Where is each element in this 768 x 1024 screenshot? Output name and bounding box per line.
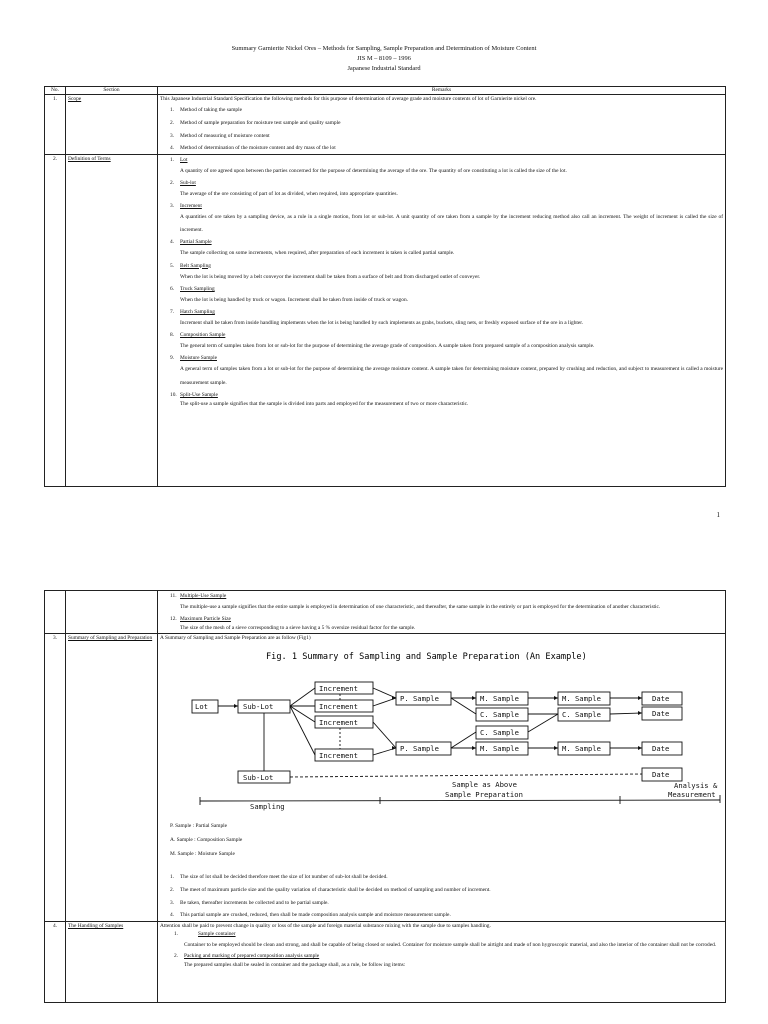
table-header-row (45, 87, 726, 95)
list-item: 4. Method of determination of the moisture content and dry mass of the lot (170, 144, 336, 151)
increment-label: Increment (319, 717, 358, 727)
table-row (45, 591, 726, 634)
increment-label: Increment (319, 750, 358, 760)
term-name: Split-Use Sample (180, 391, 218, 398)
term-definition: The general term of samples taken from lot or sub-lot for the purpose of determining the average grade of composition. A sample taken from prepared sample of a composition analysis sample. (180, 343, 595, 350)
term-heading: 7. Hatch Sampling (170, 309, 215, 316)
term-definition: The average of the ore consisting of part of lot as divided, when required, into appropriate quantities. (180, 190, 398, 197)
term-name: Multiple-Use Sample (180, 593, 227, 599)
table-row (45, 154, 726, 486)
remarks-table-continued (44, 590, 726, 1003)
row-section: Definition of Terms (66, 154, 158, 486)
list-item-text: The prepared samples shall be sealed in container and the package shall, as a rule, be follow ing items: (184, 961, 406, 968)
handling-intro: Attention shall be paid to prevent change in quality or loss of the sample and foreign material substance mixing with the sample due to samples handling. (160, 922, 491, 929)
figure-legend (160, 819, 723, 861)
msample-label: M. Sample (562, 693, 601, 703)
header-section: Section (66, 87, 158, 95)
term-definition: When the lot is being moved by a belt conveyor the increment shall be taken from a surface of belt and from discharged outlet of conveyer. (180, 273, 481, 280)
term-name: Truck Sampling (180, 285, 215, 292)
standard-name: Japanese Industrial Standard (347, 65, 421, 72)
header-remarks: Remarks (158, 87, 726, 95)
term-name: Partial Sample (180, 239, 212, 246)
date-label: Date (652, 769, 670, 779)
figure-title: Fig. 1 Summary of Sampling and Sample Preparation (An Example) (266, 651, 587, 662)
lot-label: Lot (195, 701, 208, 711)
csample-label: C. Sample (480, 709, 519, 719)
list-item: 3. Be taken, thereafter increments be collected and to be partial sample. (170, 899, 329, 906)
term-definition: A general term of samples taken from a lot or sub-lot for the purpose of determining the average moisture content. A sample taken for determining moisture content, prepared by crushing and reduction, and subject to measurement is called a moisture measurement sample. (180, 366, 723, 386)
term-definition: The multiple-use a sample signifies that the entire sample is employed in determination of one characteristic, and thereafter, the same sample in the entirely or part is employed for the determination of another characteristic. (180, 604, 661, 610)
page-2 (0, 588, 768, 1024)
list-item-text: Container to be employed should be clean and strong, and shall be capable of being closed or sealed. Container for moisture sample shall be airtight and made of non hygroscopic material, and also the interior of the container shall not be corroded. (184, 941, 717, 948)
msample-label: M. Sample (480, 743, 519, 753)
row-remarks (158, 95, 726, 155)
scope-intro: This Japanese Industrial Standard Specification the following methods for this purpose of determination of average grade and moisture contents of lot of Garnierite nickel ore. (160, 96, 537, 102)
list-item: 1. Method of taking the sample (170, 106, 242, 113)
page-number: 1 (716, 511, 720, 519)
list-item: 2. The meet of maximum particle size and the quality variation of characteristic shall be decided on method of sampling and number of increment. (170, 886, 491, 893)
term-name: Moisture Sample (180, 355, 217, 362)
row-section: The Handling of Samples (66, 921, 158, 1002)
term-definition: The sample collecting on some increments, when required, after preparation of each increment is taken is called partial sample. (180, 250, 455, 257)
table-row (45, 921, 726, 1002)
summary-intro: A Summary of Sampling and Sample Preparation are as follow (Fig1) (160, 635, 311, 642)
row-section: Scope (66, 95, 158, 155)
header-no: No. (45, 87, 66, 95)
table-row (45, 634, 726, 922)
table-row (45, 95, 726, 155)
term-name: Maximum Particle Size (180, 616, 231, 623)
term-name: Composition Sample (180, 332, 226, 339)
term-heading: 12. Maximum Particle Size (170, 616, 231, 623)
row-remarks (158, 591, 726, 634)
date-label: Date (652, 693, 670, 703)
sublot-label: Sub-Lot (243, 772, 274, 782)
sample-preparation-label: Sample Preparation (445, 789, 523, 799)
summary-figure (190, 643, 730, 815)
row-number: 4. (45, 921, 66, 1002)
term-heading: 10. Split-Use Sample (170, 391, 218, 398)
term-heading: 8. Composition Sample (170, 332, 226, 339)
csample-label: C. Sample (480, 727, 519, 737)
term-heading: 3. Increment (170, 203, 202, 209)
term-definition: Increment shall be taken from inside handling implements when the lot is being handled by such implements as grabs, buckets, sling nets, or freshly exposed surface of the ore in a lighter. (180, 320, 584, 327)
term-name: Belt Sampling (180, 262, 211, 269)
list-item: 2. Method of sample preparation for moisture test sample and quality sample (170, 119, 341, 126)
term-definition: A quantity of ore agreed upon between the parties concerned for the purpose of determining the average of the ore. The quantity of ore constituting a lot is called the size of the lot. (180, 167, 567, 174)
term-name: Lot (180, 156, 188, 163)
list-item: 2. Packing and marking of prepared composition analysis sample (174, 952, 320, 959)
term-definition: A quantities of ore taken by a sampling device, as a rule in a single motion, from lot or sub-lot. A unit quantity of ore taken from a sample by the increment reducing method also call an increment. The weight of increment is called the size of increment. (180, 214, 723, 234)
term-heading: 9. Moisture Sample (170, 355, 217, 362)
date-label: Date (652, 708, 670, 718)
row-number: 1. (45, 95, 66, 155)
term-name: Increment (180, 203, 202, 209)
term-heading: 4. Partial Sample (170, 239, 212, 246)
list-item: 1. The size of lot shall be decided therefore meet the size of lot number of sub-lot shall be decided. (170, 873, 388, 880)
document-header (0, 44, 768, 74)
sample-as-above-label: Sample as Above (452, 779, 517, 789)
msample-label: M. Sample (480, 693, 519, 703)
sublot-label: Sub-Lot (243, 701, 274, 711)
legend-item: M. Sample : Moisture Sample (170, 850, 235, 857)
list-item: 1. Sample container (174, 931, 236, 938)
document-title: Summary Garnierite Nickel Ores – Methods for Sampling, Sample Preparation and Determination of Moisture Content (231, 45, 537, 52)
msample-label: M. Sample (562, 743, 601, 753)
list-item: 4. This partial sample are crushed, reduced, then shall be made composition analysis sample and moisture measurement sample. (170, 911, 451, 918)
term-heading: 1. Lot (170, 156, 188, 163)
row-remarks (158, 634, 726, 922)
row-remarks (158, 154, 726, 486)
term-heading: 6. Truck Sampling (170, 285, 215, 292)
legend-item: P. Sample : Partial Sample (170, 822, 228, 829)
increment-label: Increment (319, 701, 358, 711)
term-heading: 5. Belt Sampling (170, 262, 211, 269)
psample-label: P. Sample (400, 693, 439, 703)
csample-label: C. Sample (562, 709, 601, 719)
psample-label: P. Sample (400, 743, 439, 753)
page-gap (0, 540, 768, 588)
row-number: 2. (45, 154, 66, 486)
remarks-table (44, 86, 726, 487)
term-heading: 2. Sub-lot (170, 179, 196, 186)
list-item: 3. Method of measuring of moisture content (170, 132, 270, 139)
term-heading: 11. Multiple-Use Sample (170, 593, 227, 599)
standard-number: JIS M – 8109 – 1996 (357, 55, 411, 62)
term-name: Sub-lot (180, 179, 196, 186)
analysis-label: Analysis & (674, 780, 718, 790)
term-definition: The size of the mesh of a sieve corresponding to a sieve having a 5 % oversize residual factor for the sample. (180, 625, 416, 632)
term-definition: When the lot is being handled by truck or wagon. Increment shall be taken from inside of truck or wagon. (180, 296, 408, 303)
row-remarks (158, 921, 726, 1002)
measurement-label: Measurement (668, 789, 716, 799)
row-section: Summary of Sampling and Preparation (66, 634, 158, 922)
increment-label: Increment (319, 683, 358, 693)
legend-item: A. Sample : Composition Sample (170, 836, 243, 843)
term-name: Hatch Sampling (180, 309, 215, 316)
sampling-label: Sampling (250, 801, 285, 811)
date-label: Date (652, 743, 670, 753)
row-number: 3. (45, 634, 66, 922)
term-definition: The split-use a sample signifies that the sample is divided into parts and employed for the measurement of two or more characteristic. (180, 400, 469, 407)
